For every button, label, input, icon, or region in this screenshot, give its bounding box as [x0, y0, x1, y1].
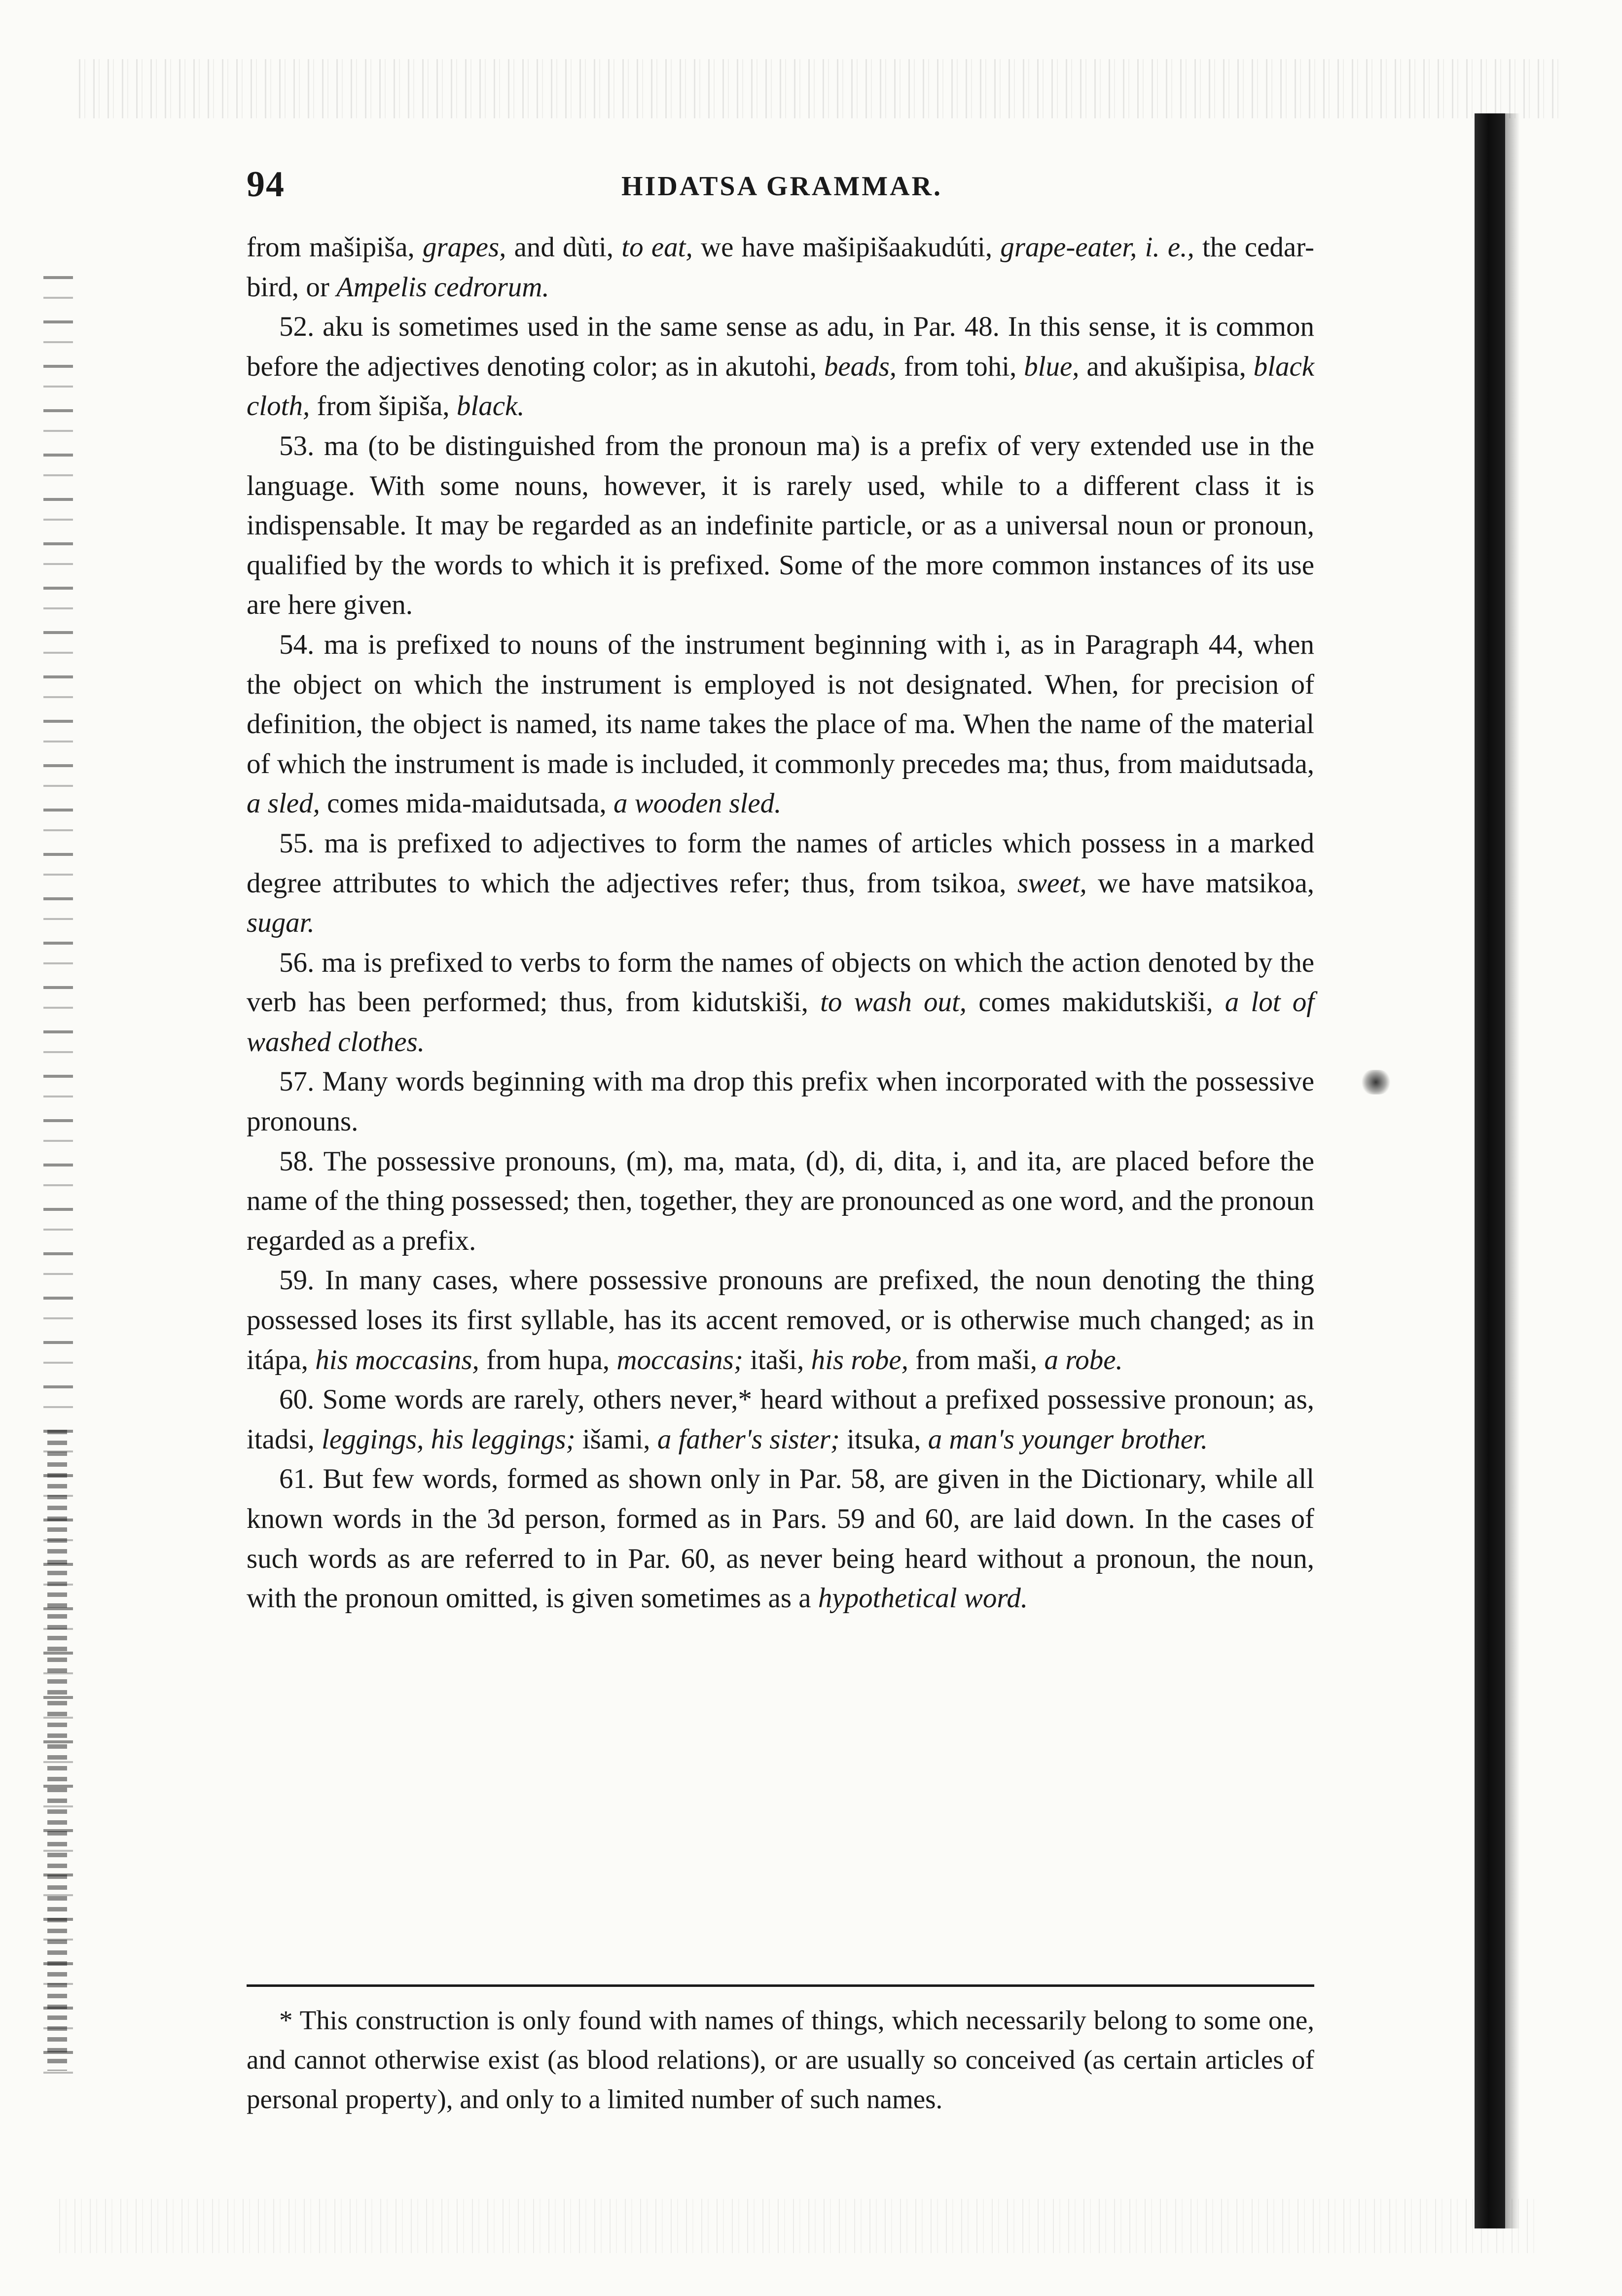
- running-title: HIDATSA GRAMMAR.: [621, 171, 942, 202]
- footnote-rule: [247, 1984, 1314, 1987]
- paragraph-54: 54. ma is prefixed to nouns of the instrument beginning with i, as in Paragraph 44, when the object on which the instrument is employed is not designated. When, for precision of definition, the object is named, its name takes the place of ma. When the name of the material of which the instrument is made is included, it commonly precedes ma; thus, from maidutsada, a sled, comes mida-maidutsada, a wooden sled.: [247, 629, 1314, 819]
- margin-tick-marks-dense: [47, 1430, 67, 2071]
- paragraph-55: 55. ma is prefixed to adjectives to form the names of articles which possess in a marked degree attributes to which the adjectives refer; thus, from tsikoa, sweet, we have matsikoa, sugar.: [247, 827, 1315, 939]
- paragraph-52: 52. aku is sometimes used in the same sense as adu, in Par. 48. In this sense, it is common before the adjectives denoting color; as in akutohi, beads, from tohi, blue, and akušipisa, black cloth, from šipiša, black.: [247, 311, 1315, 422]
- paragraph-59: 59. In many cases, where possessive pronouns are prefixed, the noun denoting the thing possessed loses its first syllable, has its accent removed, or is otherwise much changed; as in itápa, his moccasins, from hupa, moccasins; itaši, his robe, from maši, a robe.: [247, 1265, 1314, 1376]
- ink-smudge: [1361, 1070, 1391, 1095]
- paragraph-60: 60. Some words are rarely, others never,* heard without a prefixed possessive pronoun; as, itadsi, leggings, his leggings; išami, a father's sister; itsuka, a man's younger brother.: [247, 1384, 1314, 1455]
- footnote-text: * This construction is only found with names of things, which necessarily belong to some one, and cannot otherwise exist (as blood relations), or are usually so conceived (as certain articles of personal property), and only to a limited number of such names.: [247, 2005, 1314, 2114]
- paragraph-56: 56. ma is prefixed to verbs to form the names of objects on which the action denoted by the verb has been performed; thus, from kidutskiši, to wash out, comes makidutskiši, a lot of washed clothes.: [247, 947, 1315, 1058]
- book-binding-shadow: [1475, 113, 1505, 2228]
- paragraph-58: 58. The possessive pronouns, (m), ma, mata, (d), di, dita, i, and ita, are placed before the name of the thing possessed; then, together, they are pronounced as one word, and the pronoun regarded as a prefix.: [247, 1145, 1314, 1256]
- paragraph-61: 61. But few words, formed as shown only in Par. 58, are given in the Dictionary, while all known words in the 3d person, formed as in Pars. 59 and 60, are laid down. In the cases of such words as are referred to in Par. 60, as never being heard without a pronoun, the noun, with the pronoun omitted, is given sometimes as a hypothetical word.: [247, 1463, 1314, 1614]
- paragraph-continuation: from mašipiša, grapes, and dùti, to eat, we have mašipišaakudúti, grape-eater, i. e., the cedar-bird, or Ampelis cedrorum.: [247, 232, 1315, 303]
- paragraph-53: 53. ma (to be distinguished from the pronoun ma) is a prefix of very extended use in the language. With some nouns, however, it is rarely used, while to a different class it is indispensable. It may be regarded as an indefinite particle, or as a universal noun or pronoun, qualified by the words to which it is prefixed. Some of the more common instances of its use are here given.: [247, 430, 1314, 621]
- scan-noise-top: [79, 59, 1558, 118]
- page-number: 94: [247, 164, 285, 205]
- scan-noise-bottom: [59, 2199, 1539, 2253]
- paragraph-57: 57. Many words beginning with ma drop this prefix when incorporated with the possessive pronouns.: [247, 1066, 1314, 1137]
- body-text: [247, 228, 1314, 1619]
- footnote: [247, 2001, 1314, 2119]
- page-header: [247, 164, 1332, 208]
- book-binding-edge: [1505, 113, 1520, 2228]
